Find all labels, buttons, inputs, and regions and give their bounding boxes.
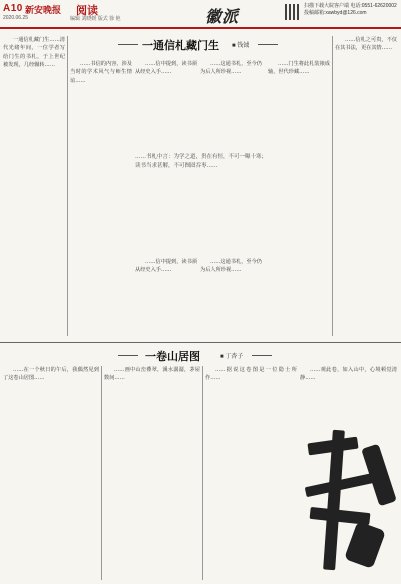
date-line: 2020.06.25: [3, 15, 29, 21]
qr-code-icon[interactable]: [285, 4, 301, 20]
section-divider: [0, 342, 401, 343]
article-top-col-5: ……门生将此札装裱成轴，世代珍藏……: [268, 61, 330, 76]
headline-rule-left: [118, 355, 138, 356]
column-name: 阅读: [76, 4, 98, 17]
article-top-col-4: ……这通书札，至今仍为后人所珍视……: [200, 61, 262, 76]
qr-caption: 扫描下载大皖客户端 电话:0551-62620002 投稿邮箱:xawbyd@126.com: [304, 3, 397, 16]
article-top-headline: 一通信札藏门生: [142, 39, 219, 52]
article-bottom-headline: 一卷山居图: [145, 350, 200, 363]
editor-line: 编辑 刘晓媛 版式 徐 艳: [70, 16, 121, 22]
article-top-col-1: 一通信札藏门生……清代光绪年间，一位学者写给门生的书札，于上世纪被发现，几经辗转……: [3, 37, 65, 68]
col-divider: [101, 366, 102, 580]
masthead: [0, 0, 401, 26]
masthead-rule: [0, 27, 401, 29]
calligraphy-artwork: [300, 430, 396, 580]
article-top-col-2: ……书信的内容，涉及当时的学术风气与师生情谊……: [70, 61, 132, 84]
article-top-col-3b: ……信中提到，读书须从经史入手……: [135, 259, 197, 274]
article-top-col-3: ……信中提到，读书须从经史入手……: [135, 61, 197, 76]
article-bottom-col-1: ……在一个秋日的午后，我偶然见到了这卷山居图……: [3, 367, 99, 382]
article-top-col-6: ……信札之可贵，不仅在其书法，更在其情……: [335, 37, 397, 52]
headline-rule-left: [118, 44, 138, 45]
article-bottom-byline: ■ 丁杏子: [220, 354, 244, 360]
section-logo: 徽派: [205, 7, 240, 26]
article-top-byline: ■ 钱钺: [232, 43, 250, 49]
col-divider: [202, 366, 203, 580]
headline-rule-right: [258, 44, 278, 45]
article-bottom-col-2: ……画中山峦叠翠，溪水潺潺，茅屋数间……: [104, 367, 200, 382]
page-number: A10: [3, 3, 23, 14]
col-divider: [332, 36, 333, 336]
article-bottom-col-4: ……观此卷，如入山中，心境顿觉清静……: [300, 367, 397, 382]
article-bottom-col-3: ……据说这卷图是一位隐士所作……: [205, 367, 297, 382]
article-top-inset: ……书札中言：为学之道，贵在有恒，不可一曝十寒；读书当求甚解，不可囫囵吞枣……: [135, 154, 267, 169]
col-divider: [67, 36, 68, 336]
headline-rule-right: [252, 355, 272, 356]
calligraphy-stroke: [344, 521, 386, 569]
article-top-col-4b: ……这通书札，至今仍为后人所珍视……: [200, 259, 262, 274]
paper-name: 新安晚报: [25, 6, 62, 16]
